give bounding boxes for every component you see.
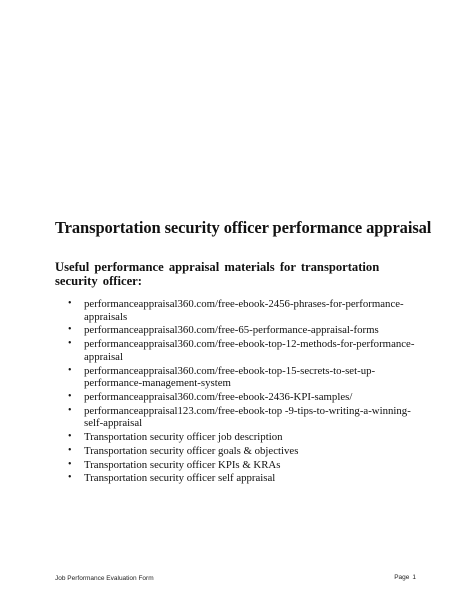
bullet-icon: • bbox=[68, 364, 72, 376]
list-item-text[interactable]: performanceappraisal360.com/free-ebook-2456-phrases-for-performance-appraisals bbox=[84, 298, 404, 323]
list-item[interactable] bbox=[68, 472, 428, 485]
list-item-text[interactable]: Transportation security officer KPIs & KRAs bbox=[84, 458, 281, 471]
list-item[interactable] bbox=[68, 431, 428, 444]
list-item-text[interactable]: performanceappraisal360.com/free-ebook-2436-KPI-samples/ bbox=[84, 390, 353, 403]
list-item[interactable] bbox=[68, 391, 428, 404]
list-item-text[interactable]: performanceappraisal360.com/free-65-performance-appraisal-forms bbox=[84, 324, 379, 337]
list-item[interactable] bbox=[68, 324, 428, 337]
list-item[interactable] bbox=[68, 298, 428, 323]
bullet-icon: • bbox=[68, 338, 72, 350]
page-label: Page bbox=[394, 574, 410, 581]
list-item[interactable] bbox=[68, 338, 428, 363]
document-subtitle: Useful performance appraisal materials for transportation security officer: bbox=[55, 260, 380, 288]
list-item-text[interactable]: performanceappraisal360.com/free-ebook-top-12-methods-for-performance-appraisal bbox=[84, 338, 415, 363]
document-title: Transportation security officer performance appraisal bbox=[55, 218, 432, 237]
list-item-text[interactable]: Transportation security officer self appraisal bbox=[84, 472, 276, 485]
footer-form-title: Job Performance Evaluation Form bbox=[55, 575, 154, 582]
bullet-icon: • bbox=[68, 324, 72, 336]
bullet-icon: • bbox=[68, 444, 72, 456]
resource-list bbox=[68, 298, 428, 486]
list-item-text[interactable]: Transportation security officer goals & objectives bbox=[84, 444, 299, 457]
list-item[interactable] bbox=[68, 459, 428, 472]
footer-page-indicator bbox=[394, 574, 416, 581]
bullet-icon: • bbox=[68, 298, 72, 309]
bullet-icon: • bbox=[68, 431, 72, 443]
list-item-text[interactable]: performanceappraisal123.com/free-ebook-top -9-tips-to-writing-a-winning-self-appraisal bbox=[84, 404, 411, 430]
page-number: 1 bbox=[412, 574, 416, 581]
bullet-icon: • bbox=[68, 404, 72, 416]
bullet-icon: • bbox=[68, 390, 72, 402]
list-item[interactable] bbox=[68, 445, 428, 458]
list-item[interactable] bbox=[68, 365, 428, 390]
bullet-icon: • bbox=[68, 472, 72, 484]
bullet-icon: • bbox=[68, 458, 72, 470]
list-item-text[interactable]: Transportation security officer job description bbox=[84, 431, 283, 444]
list-item-text[interactable]: performanceappraisal360.com/free-ebook-top-15-secrets-to-set-up-performance-management-system bbox=[84, 364, 376, 390]
list-item[interactable] bbox=[68, 405, 428, 430]
